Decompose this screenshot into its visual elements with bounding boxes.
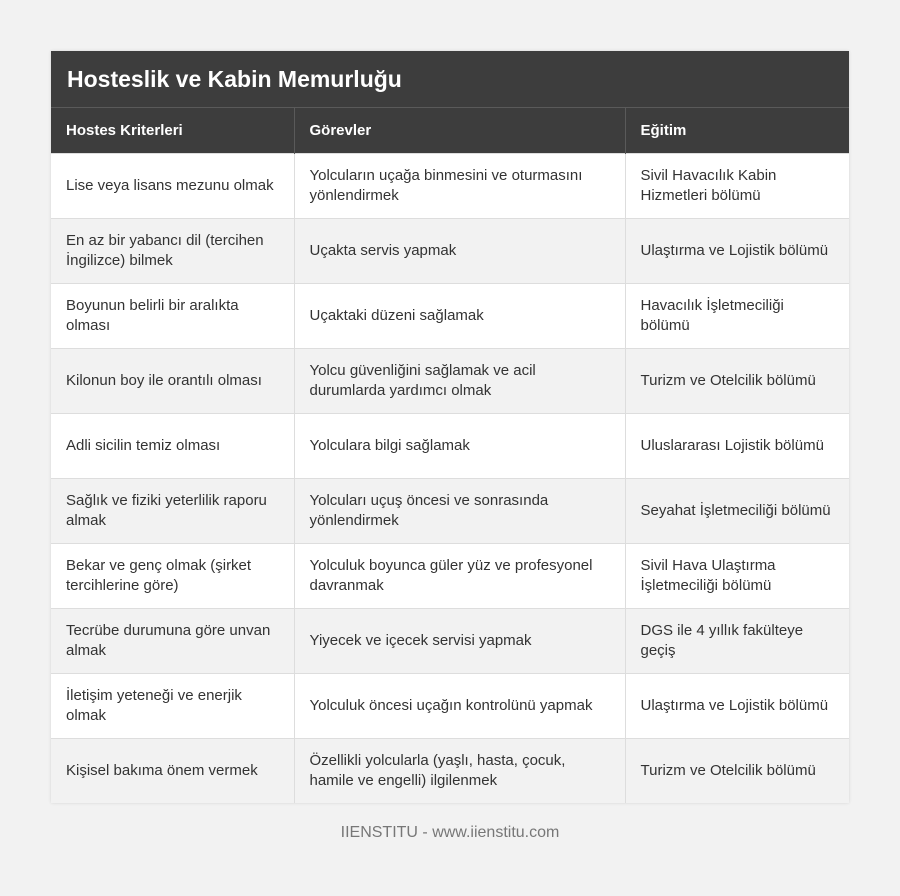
cell-education: Ulaştırma ve Lojistik bölümü: [625, 218, 849, 283]
cell-criteria: Boyunun belirli bir aralıkta olması: [51, 283, 294, 348]
cell-duty: Yolculara bilgi sağlamak: [294, 413, 625, 478]
cell-education: Sivil Havacılık Kabin Hizmetleri bölümü: [625, 153, 849, 218]
cell-duty: Uçakta servis yapmak: [294, 218, 625, 283]
table-row: [51, 218, 849, 283]
header-row: [51, 108, 849, 153]
table-row: [51, 283, 849, 348]
cell-education: Ulaştırma ve Lojistik bölümü: [625, 673, 849, 738]
cell-duty: Özellikli yolcularla (yaşlı, hasta, çocuk, hamile ve engelli) ilgilenmek: [294, 738, 625, 803]
table-row: [51, 738, 849, 803]
cell-criteria: Sağlık ve fiziki yeterlilik raporu almak: [51, 478, 294, 543]
cell-education: Turizm ve Otelcilik bölümü: [625, 738, 849, 803]
column-header-education: Eğitim: [625, 108, 849, 153]
cell-education: Turizm ve Otelcilik bölümü: [625, 348, 849, 413]
table-row: [51, 348, 849, 413]
cell-duty: Yolcu güvenliğini sağlamak ve acil durumlarda yardımcı olmak: [294, 348, 625, 413]
cell-criteria: Kişisel bakıma önem vermek: [51, 738, 294, 803]
cell-duty: Yiyecek ve içecek servisi yapmak: [294, 608, 625, 673]
criteria-table: [51, 108, 849, 803]
table-card: [51, 51, 849, 803]
cell-criteria: Adli sicilin temiz olması: [51, 413, 294, 478]
table-row: [51, 673, 849, 738]
table-row: [51, 608, 849, 673]
table-row: [51, 153, 849, 218]
footer-credit: IIENSTITU - www.iienstitu.com: [340, 824, 560, 841]
cell-criteria: Lise veya lisans mezunu olmak: [51, 153, 294, 218]
table-row: [51, 413, 849, 478]
table-row: [51, 478, 849, 543]
cell-criteria: Kilonun boy ile orantılı olması: [51, 348, 294, 413]
cell-duty: Yolcuları uçuş öncesi ve sonrasında yönlendirmek: [294, 478, 625, 543]
column-header-duties: Görevler: [294, 108, 625, 153]
table-row: [51, 543, 849, 608]
cell-criteria: İletişim yeteneği ve enerjik olmak: [51, 673, 294, 738]
cell-duty: Uçaktaki düzeni sağlamak: [294, 283, 625, 348]
cell-criteria: Tecrübe durumuna göre unvan almak: [51, 608, 294, 673]
cell-criteria: Bekar ve genç olmak (şirket tercihlerine göre): [51, 543, 294, 608]
cell-education: Sivil Hava Ulaştırma İşletmeciliği bölümü: [625, 543, 849, 608]
cell-education: Uluslararası Lojistik bölümü: [625, 413, 849, 478]
cell-education: DGS ile 4 yıllık fakülteye geçiş: [625, 608, 849, 673]
cell-duty: Yolculuk boyunca güler yüz ve profesyonel davranmak: [294, 543, 625, 608]
cell-education: Seyahat İşletmeciliği bölümü: [625, 478, 849, 543]
column-header-criteria: Hostes Kriterleri: [51, 108, 294, 153]
cell-education: Havacılık İşletmeciliği bölümü: [625, 283, 849, 348]
cell-duty: Yolculuk öncesi uçağın kontrolünü yapmak: [294, 673, 625, 738]
cell-duty: Yolcuların uçağa binmesini ve oturmasını yönlendirmek: [294, 153, 625, 218]
table-title: Hosteslik ve Kabin Memurluğu: [51, 51, 849, 108]
cell-criteria: En az bir yabancı dil (tercihen İngilizce) bilmek: [51, 218, 294, 283]
